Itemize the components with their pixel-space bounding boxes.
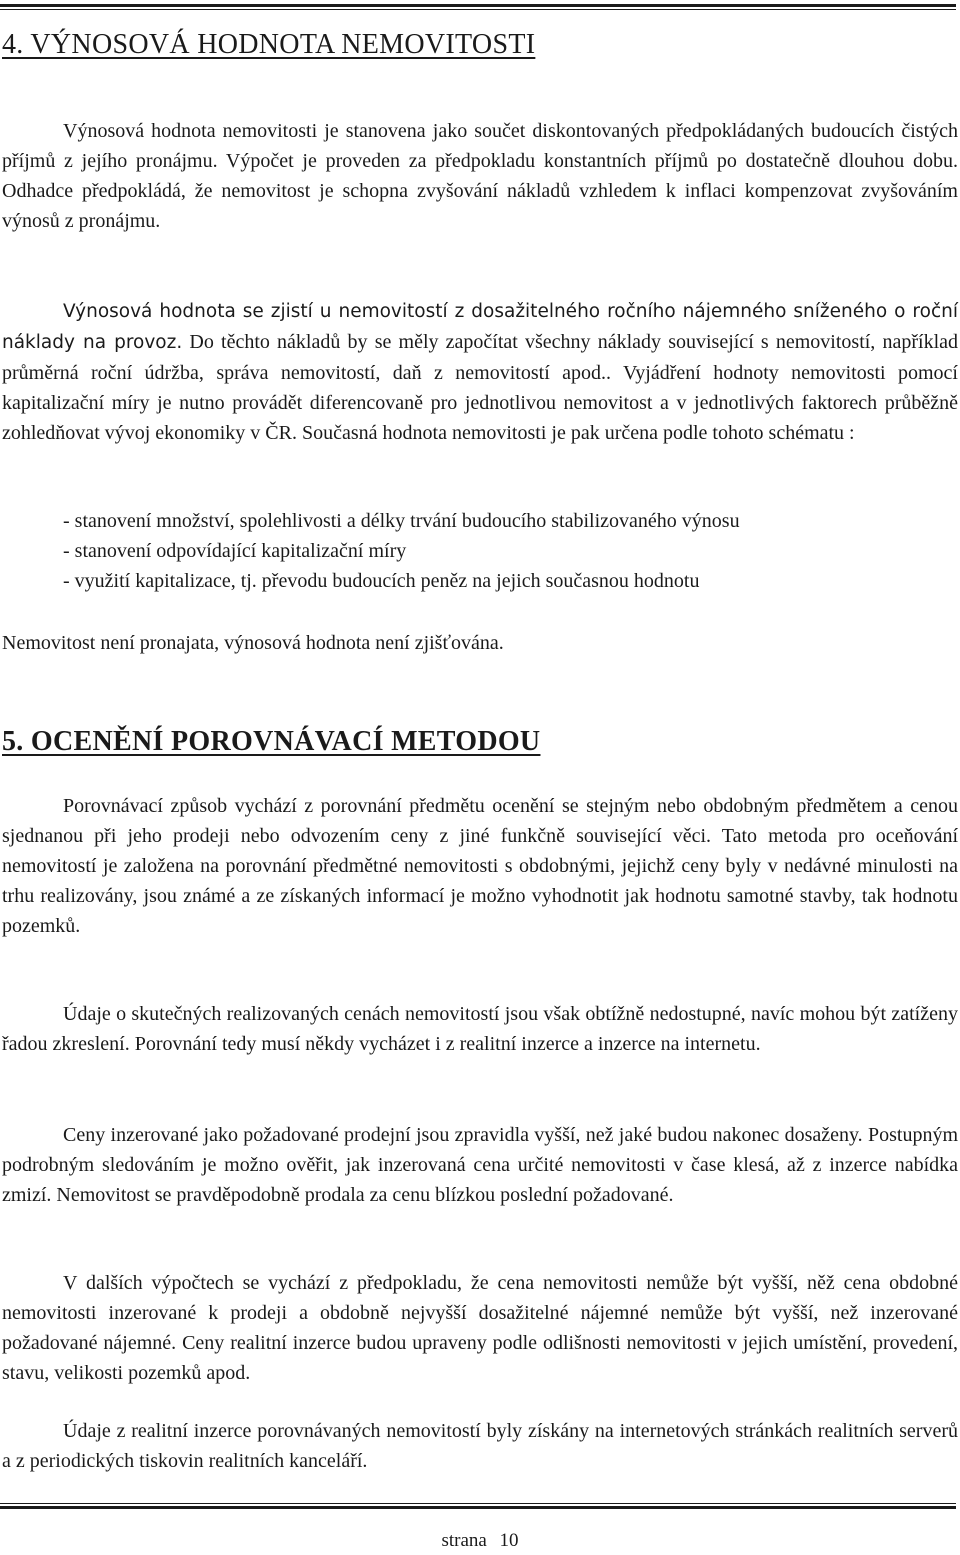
- footer-rule-thin: [0, 1503, 956, 1504]
- valuation-steps-list: [63, 506, 740, 596]
- list-item: - využití kapitalizace, tj. převodu budoucích peněz na jejich současnou hodnotu: [63, 570, 700, 592]
- footer-rule-thick: [0, 1506, 956, 1509]
- section-5-paragraph-4: V dalších výpočtech se vychází z předpokladu, že cena nemovitosti nemůže být vyšší, něž cena obdobné nemovitosti inzerované k prodeji a obdobně nejvyšší dosažitelné nájemné nemůže být vyšší, než inzerované požadované nájemné. Ceny realitní inzerce budou upraveny podle odlišnosti nemovitosti v jejich umístění, provedení, stavu, velikosti pozemků apod.: [2, 1272, 958, 1384]
- header-rule-thin: [0, 9, 956, 10]
- list-item: - stanovení odpovídající kapitalizační míry: [63, 540, 407, 562]
- section-4-paragraph-2: [2, 296, 958, 448]
- section-5-paragraph-1: Porovnávací způsob vychází z porovnání předmětu ocenění se stejným nebo obdobným předmětem a cenou sjednanou při jeho prodeji nebo odvozením ceny z jiné funkčně související věci. Tato metoda pro oceňování nemovitostí je založena na porovnání předmětné nemovitosti s obdobnými, jejichž ceny byly v nedávné minulosti na trhu realizovány, jsou známé a ze získaných informací je možno vyhodnotit jak hodnotu samotné stavby, tak hodnotu pozemků.: [2, 795, 958, 937]
- list-item: - stanovení množství, spolehlivosti a délky trvání budoucího stabilizovaného výnosu: [63, 510, 740, 532]
- section-5-paragraph-3: Ceny inzerované jako požadované prodejní jsou zpravidla vyšší, než jaké budou nakonec dosaženy. Postupným podrobným sledováním je možno ověřit, jak inzerovaná cena určité nemovitosti v čase klesá, až z inzerce nabídka zmizí. Nemovitost se pravděpodobně prodala za cenu blízkou poslední požadované.: [2, 1124, 958, 1206]
- page-number: strana 10: [441, 1530, 519, 1551]
- section-5-heading: 5. OCENĚNÍ POROVNÁVACÍ METODOU: [2, 726, 541, 757]
- header-rule-thick: [0, 4, 956, 7]
- section-5-paragraph-2: Údaje o skutečných realizovaných cenách nemovitostí jsou však obtížně nedostupné, navíc mohou být zatíženy řadou zkreslení. Porovnání tedy musí někdy vycházet i z realitní inzerce a inzerce na internetu.: [2, 1003, 958, 1055]
- section-4-paragraph-2-body: Do těchto nákladů by se měly započítat všechny náklady související s nemovitostí, například průměrná roční údržba, správa nemovitostí, daň z nemovitostí apod.. Vyjádření hodnoty nemovitosti pomocí kapitalizační míry je nutno provádět diferencovaně pro jednotlivou nemovitost a v jednotlivých faktorech průběžně zohledňovat vývoj ekonomiky v ČR. Současná hodnota nemovitosti je pak určena podle tohoto schématu :: [2, 331, 958, 444]
- section-4-paragraph-1: Výnosová hodnota nemovitosti je stanovena jako součet diskontovaných předpokládaných budoucích čistých příjmů z jejího pronájmu. Výpočet je proveden za předpokladu konstantních příjmů po dostatečně dlouhou dobu. Odhadce předpokládá, že nemovitost je schopna zvyšování nákladů vzhledem k inflaci kompenzovat zvyšováním výnosů z pronájmu.: [2, 120, 958, 232]
- section-4-paragraph-2-lead: Výnosová hodnota se zjistí u nemovitostí z dosažitelného ročního nájemného sníženého o roční náklady na provoz.: [2, 301, 958, 353]
- section-4-heading: 4. VÝNOSOVÁ HODNOTA NEMOVITOSTI: [2, 29, 536, 60]
- section-4-note: Nemovitost není pronajata, výnosová hodnota není zjišťována.: [2, 632, 504, 654]
- section-5-paragraph-5: Údaje z realitní inzerce porovnávaných nemovitostí byly získány na internetových stránkách realitních serverů a z periodických tiskovin realitních kanceláří.: [2, 1420, 958, 1472]
